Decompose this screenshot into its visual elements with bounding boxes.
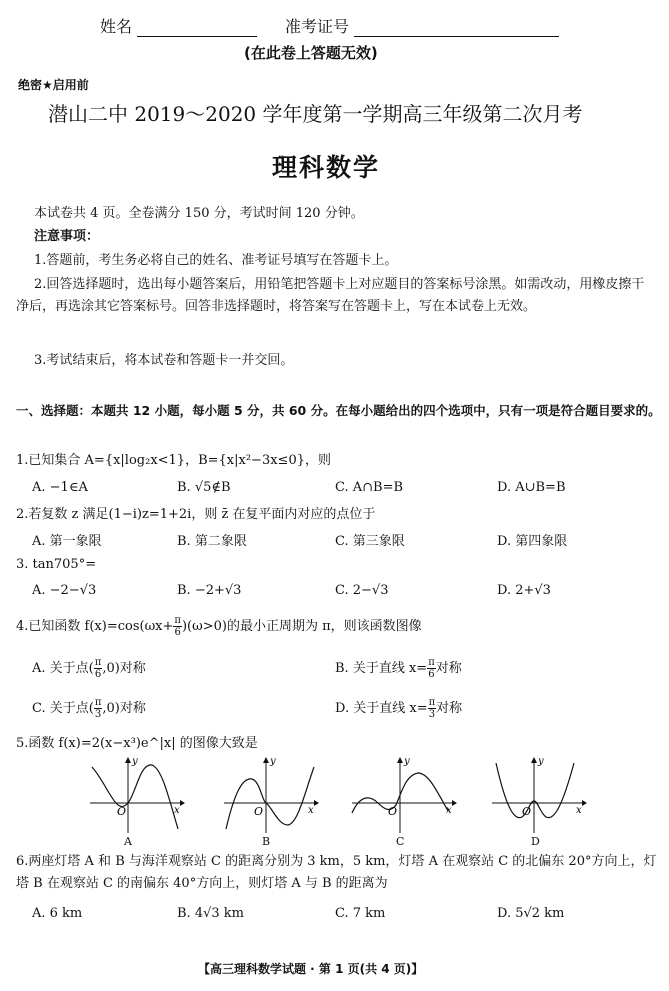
axis-y-label: y <box>270 756 276 767</box>
q2-option-b: B. 第二象限 <box>177 534 247 549</box>
origin-label: O <box>254 805 264 818</box>
axis-y-label: y <box>132 756 138 767</box>
q4-pi-over-6: $\frac{\pi}{6}$ <box>174 615 181 638</box>
secret-label: 绝密★启用前 <box>18 78 89 92</box>
section-1-heading: 一、选择题：本题共 12 小题，每小题 5 分，共 60 分。在每小题给出的四个选项中，只有一项是符合题目要求的。 <box>16 403 661 418</box>
note-3: 3.考试结束后，将本试卷和答题卡一并交回。 <box>34 353 294 368</box>
axis-y-label: y <box>538 756 544 767</box>
q1-stem: 1.已知集合 A={x|log₂x<1}，B={x|x²−3x≤0}，则 <box>16 453 331 468</box>
q5-graph-d <box>488 755 588 835</box>
notes-title: 注意事项： <box>34 229 100 244</box>
q5-label-d: D <box>531 835 540 848</box>
name-blank <box>137 18 257 37</box>
q1-option-b: B. √5∉B <box>177 480 231 495</box>
q3-stem: 3. tan705°= <box>16 557 97 572</box>
id-label-row <box>285 14 559 37</box>
q4-option-b: B. 关于直线 x= $\frac{\pi}{6}$ 对称 <box>335 657 462 680</box>
intro-text: 本试卷共 4 页。全卷满分 150 分，考试时间 120 分钟。 <box>34 206 364 221</box>
axis-x-label: x <box>174 805 180 816</box>
q3-option-d: D. 2+√3 <box>497 583 551 598</box>
q6-option-d: D. 5√2 km <box>497 906 565 921</box>
q5-graph-c <box>348 755 458 835</box>
q5-graph-a <box>86 755 186 835</box>
name-label-row <box>100 14 257 37</box>
q1-option-c: C. A∩B=B <box>335 480 404 495</box>
q5-label-c: C <box>396 835 405 848</box>
q2-option-a: A. 第一象限 <box>32 534 102 549</box>
q3-option-b: B. −2+√3 <box>177 583 242 598</box>
id-blank <box>354 18 559 37</box>
axis-x-label: x <box>446 805 452 816</box>
q4-option-a: A. 关于点( $\frac{\pi}{6}$ ,0)对称 <box>32 657 146 680</box>
axis-y-label: y <box>404 756 410 767</box>
axis-x-label: x <box>576 805 582 816</box>
q6-option-c: C. 7 km <box>335 906 386 921</box>
invalid-note: (在此卷上答题无效) <box>244 44 378 62</box>
origin-label: O <box>117 805 127 818</box>
q2-option-d: D. 第四象限 <box>497 534 568 549</box>
q3-option-a: A. −2−√3 <box>32 583 97 598</box>
q2-stem: 2.若复数 z 满足(1−i)z=1+2i，则 z̄ 在复平面内对应的点位于 <box>16 507 376 522</box>
page-footer: 【高三理科数学试题 · 第 1 页(共 4 页)】 <box>198 962 424 976</box>
name-label: 姓名 <box>100 17 133 36</box>
exam-title: 潜山二中 2019～2020 学年度第一学期高三年级第二次月考 <box>48 102 583 126</box>
q4-option-c: C. 关于点( $\frac{\pi}{3}$ ,0)对称 <box>32 697 146 720</box>
id-label: 准考证号 <box>285 17 350 36</box>
q6-stem: 6.两座灯塔 A 和 B 与海洋观察站 C 的距离分别为 3 km，5 km，灯塔 A 在观察站 C 的北偏东 20°方向上，灯塔 B 在观察站 C 的南偏东 40°方向上，则灯塔 A 与 B 的距离为 <box>16 854 657 891</box>
q1-option-d: D. A∪B=B <box>497 480 566 495</box>
q5-stem: 5.函数 f(x)=2(x−x³)e^|x| 的图像大致是 <box>16 736 258 751</box>
q5-label-b: B <box>262 835 271 848</box>
q2-option-c: C. 第三象限 <box>335 534 405 549</box>
q4-option-d: D. 关于直线 x= $\frac{\pi}{3}$ 对称 <box>335 697 463 720</box>
q1-option-a: A. −1∈A <box>32 480 88 495</box>
axis-x-label: x <box>308 805 314 816</box>
subject-title: 理科数学 <box>272 153 381 182</box>
note-2: 2.回答选择题时，选出每小题答案后，用铅笔把答题卡上对应题目的答案标号涂黑。如需改动，用橡皮擦干净后，再选涂其它答案标号。回答非选择题时，将答案写在答题卡上，写在本试卷上无效。 <box>16 277 645 314</box>
q5-label-a: A <box>124 835 132 848</box>
q5-graph-b <box>220 755 320 835</box>
origin-label: O <box>388 805 398 818</box>
q3-option-c: C. 2−√3 <box>335 583 389 598</box>
note-1: 1.答题前，考生务必将自己的姓名、准考证号填写在答题卡上。 <box>34 253 398 268</box>
q6-option-a: A. 6 km <box>32 906 83 921</box>
q4-stem: 4.已知函数 f(x)=cos(ωx+ $\frac{\pi}{6}$ )(ω>0)的最小正周期为 π，则该函数图像 <box>16 615 422 638</box>
origin-label: O <box>522 805 532 818</box>
q6-option-b: B. 4√3 km <box>177 906 244 921</box>
